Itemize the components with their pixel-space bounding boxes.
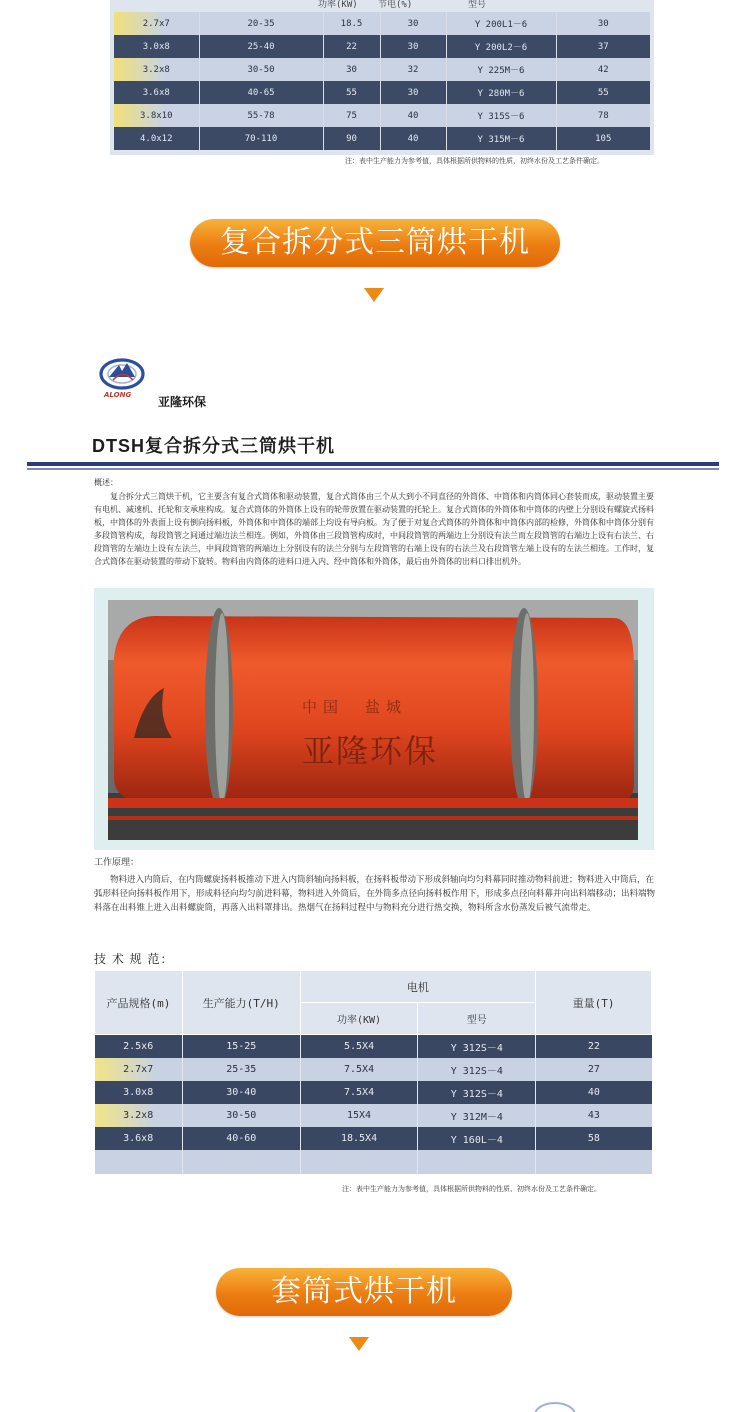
top-spec-table [114, 12, 650, 150]
top-table-cell: Y 315S－6 [446, 104, 556, 127]
top-header-saving: 节电(%) [378, 0, 413, 10]
top-table-cell: 75 [323, 104, 380, 127]
top-table-cell: 70-110 [199, 127, 323, 150]
spec-table-cell: 5.5X4 [300, 1035, 418, 1059]
spec-table-cell: 30-50 [182, 1104, 300, 1127]
spec-table-cell [536, 1150, 652, 1174]
work-label: 工作原理： [94, 858, 140, 868]
down-arrow-icon-2 [349, 1337, 369, 1351]
spec-header-capacity: 生产能力(T/H) [182, 971, 300, 1035]
top-table-cell: 55-78 [199, 104, 323, 127]
top-table-row [114, 35, 650, 58]
spec-table-cell: 3.0x8 [95, 1081, 183, 1104]
spec-table-cell: 2.5x6 [95, 1035, 183, 1059]
spec-header-model: 产品规格(m) [95, 971, 183, 1035]
spec-table-cell: Y 312S－4 [418, 1035, 536, 1059]
top-table-row [114, 81, 650, 104]
top-table-cell: 3.2x8 [114, 58, 199, 81]
spec-table-cell: Y 312M－4 [418, 1104, 536, 1127]
top-table-cell: 37 [556, 35, 650, 58]
down-arrow-icon [364, 288, 384, 302]
spec-table-row [95, 1104, 652, 1127]
top-table-cell: 18.5 [323, 12, 380, 35]
spec-table-row [95, 1127, 652, 1150]
overview-text: 复合拆分式三筒烘干机，它主要含有复合式筒体和驱动装置，复合式筒体由三个从大到小不同直径的外筒体、中筒体和内筒体同心套装而成，驱动装置主要有电机、减速机、托轮和支承座构成。复合式筒体的外筒体上设有的轮带放置在驱动装置的托轮上。复合式筒体的外筒体和中筒体的内壁上分别设有螺旋式扬料板，中筒体的外表面上设有倒向扬料板，外筒体和中筒体的端部上均设有导向板。为了便于对复合式筒体的外筒体和中筒体内部的检修，外筒体和中筒体分别有多段筒管构成，每段筒管之间通过端边法兰相连。例如，外筒体由三段筒管构成时，中间段筒管的两端边上分别设有法兰而左段筒管的右端边上设有右法兰、右段筒管的左端边上设有左法兰，中间段筒管的两端边上分别设有的法兰分别与左段筒管的右端上设有的右法兰及右段筒管左端上设有的左法兰相连。工作时，复合式筒体在驱动装置的带动下旋转。物料由内筒体的进料口进入内、经中筒体和外筒体，最后由外筒体的出料口排出机外。 [94, 492, 654, 566]
spec-table-cell: 3.6x8 [95, 1127, 183, 1150]
top-table-cell: 20-35 [199, 12, 323, 35]
spec-header-weight: 重量(T) [536, 971, 652, 1035]
photo-caption-large: 亚隆环保 [302, 732, 439, 770]
company-name: 亚隆环保 [158, 395, 207, 409]
top-table-cell: 105 [556, 127, 650, 150]
spec-table-cell: Y 312S－4 [418, 1081, 536, 1104]
top-table-cell: 25-40 [199, 35, 323, 58]
partial-logo-icon [530, 1398, 580, 1412]
top-table-cell: 42 [556, 58, 650, 81]
top-table-row [114, 12, 650, 35]
spec-table-row [95, 1058, 652, 1081]
top-table-cell: 40 [380, 127, 446, 150]
spec-table-cell: 7.5X4 [300, 1058, 418, 1081]
top-table-cell: 30-50 [199, 58, 323, 81]
top-table-note: 注：表中生产能力为参考值，具体根据所供物料的性质、初终水份及工艺条件确定。 [345, 157, 604, 165]
spec-table-cell: 58 [536, 1127, 652, 1150]
top-table-cell: 55 [323, 81, 380, 104]
title-rule [27, 462, 719, 466]
top-table-cell: 3.8x10 [114, 104, 199, 127]
top-table-cell: 3.6x8 [114, 81, 199, 104]
spec-table-row [95, 1035, 652, 1059]
spec-table-cell: Y 312S－4 [418, 1058, 536, 1081]
spec-table-cell [418, 1150, 536, 1174]
top-table-cell: 78 [556, 104, 650, 127]
top-table-cell: 22 [323, 35, 380, 58]
top-table-cell: 55 [556, 81, 650, 104]
spec-table-cell: Y 160L－4 [418, 1127, 536, 1150]
spec-table-empty-row [95, 1150, 652, 1174]
spec-table-cell: 25-35 [182, 1058, 300, 1081]
top-table-cell: Y 280M－6 [446, 81, 556, 104]
top-header-type: 型号 [468, 0, 487, 10]
spec-table-cell: 40-60 [182, 1127, 300, 1150]
spec-table-cell: 18.5X4 [300, 1127, 418, 1150]
top-table-cell: Y 200L2－6 [446, 35, 556, 58]
spec-table-cell [300, 1150, 418, 1174]
spec-table-cell: 15-25 [182, 1035, 300, 1059]
top-table-cell: 2.7x7 [114, 12, 199, 35]
spec-table-cell [95, 1150, 183, 1174]
top-table-row [114, 127, 650, 150]
spec-label: 技 术 规 范： [94, 952, 174, 966]
top-table-cell: Y 225M－6 [446, 58, 556, 81]
top-table-cell: 4.0x12 [114, 127, 199, 150]
spec-table [94, 970, 652, 1174]
top-table-cell: 30 [380, 35, 446, 58]
spec-header-power: 功率(KW) [300, 1003, 418, 1035]
top-table-cell: 30 [380, 81, 446, 104]
spec-table-note: 注：表中生产能力为参考值，具体根据所供物料的性质、初终水份及工艺条件确定。 [342, 1185, 601, 1193]
logo-mark-text: ALONG [104, 391, 132, 399]
spec-table-cell: 22 [536, 1035, 652, 1059]
top-table-cell: 40 [380, 104, 446, 127]
doc-title: DTSH复合拆分式三筒烘干机 [92, 436, 335, 456]
spec-table-cell: 43 [536, 1104, 652, 1127]
spec-header-motor: 电机 [300, 971, 536, 1003]
section-banner-2: 套筒式烘干机 [216, 1268, 512, 1316]
top-table-cell: 90 [323, 127, 380, 150]
spec-table-cell: 27 [536, 1058, 652, 1081]
top-table-cell: 32 [380, 58, 446, 81]
top-table-cell: 30 [323, 58, 380, 81]
top-table-cell: Y 315M－6 [446, 127, 556, 150]
spec-table-cell: 2.7x7 [95, 1058, 183, 1081]
top-table-cell: 30 [556, 12, 650, 35]
top-table-header-partial [118, 0, 650, 10]
top-table-cell: 40-65 [199, 81, 323, 104]
photo-caption-small: 中国 盐城 [302, 698, 408, 716]
work-text: 物料进入内筒后，在内筒螺旋扬料板推动下进入内筒斜轴向扬料板，在扬料板带动下形成斜轴向均匀料幕同时推动物料前进；物料进入中筒后，在弧形料径向扬料板作用下，形成料径向均匀前进料幕，物料进入外筒后，在外筒多点径向扬料板作用下，形成多点径向料幕并向出料端移动；出料端物料落在出料锥上进入出料螺旋筒，再落入出料罩排出。热烟气在扬料过程中与物料充分进行热交换，物料所含水份蒸发后被气流带走。 [94, 875, 656, 913]
spec-table-cell: 3.2x8 [95, 1104, 183, 1127]
spec-table-cell [182, 1150, 300, 1174]
top-table-cell: 30 [380, 12, 446, 35]
overview-label: 概述： [94, 478, 118, 487]
spec-table-cell: 7.5X4 [300, 1081, 418, 1104]
spec-table-cell: 40 [536, 1081, 652, 1104]
top-table-row [114, 58, 650, 81]
spec-table-cell: 30-40 [182, 1081, 300, 1104]
spec-table-cell: 15X4 [300, 1104, 418, 1127]
top-table-row [114, 104, 650, 127]
section-banner-1: 复合拆分式三筒烘干机 [190, 219, 560, 267]
top-header-power: 功率(KW) [318, 0, 358, 10]
product-photo [94, 588, 654, 850]
top-table-cell: Y 200L1－6 [446, 12, 556, 35]
spec-header-type: 型号 [418, 1003, 536, 1035]
title-rule-thin [27, 468, 719, 470]
spec-table-row [95, 1081, 652, 1104]
top-table-cell: 3.0x8 [114, 35, 199, 58]
